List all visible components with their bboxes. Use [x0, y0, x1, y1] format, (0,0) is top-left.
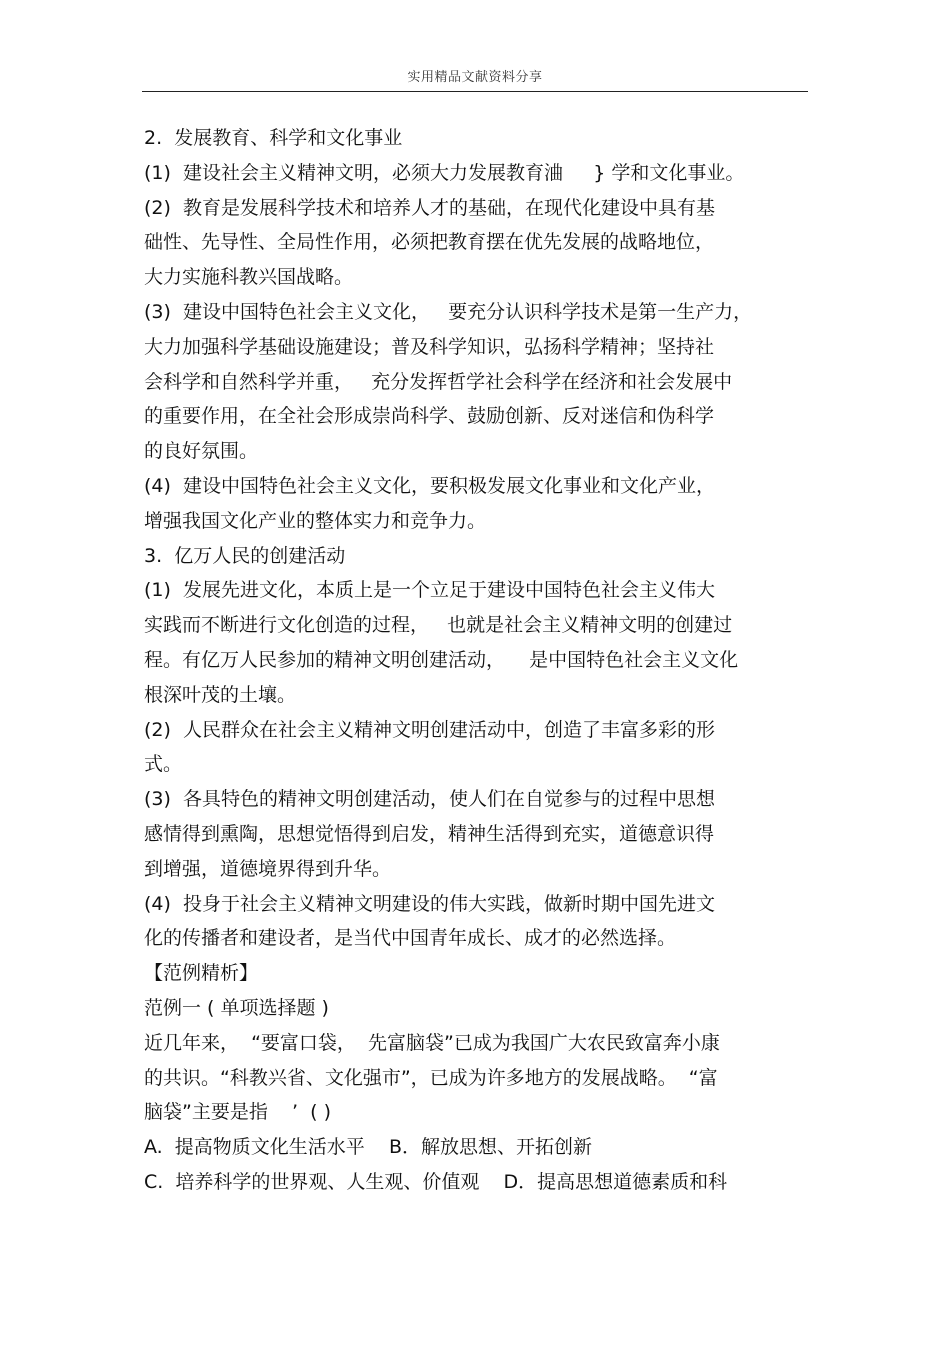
text-line: 的良好氛围。 [144, 440, 259, 463]
text-line: 的重要作用，在全社会形成崇尚科学、鼓励创新、反对迷信和伪科学 [144, 405, 715, 428]
text-line: 式。 [144, 753, 183, 776]
text-line: 大力实施科教兴国战略。 [144, 266, 354, 289]
example-heading: 范例一 ( 单项选择题 ) [144, 996, 329, 1019]
text-line: 大力加强科学基础设施建设；普及科学知识，弘扬科学精神；坚持社 [144, 335, 715, 358]
question-text: 的共识。“科教兴省、文化强市”，已成为许多地方的发展战略。 “富 [144, 1066, 718, 1089]
text-line: 程。有亿万人民参加的精神文明创建活动， 是中国特色社会主义文化 [144, 648, 739, 671]
text-line: (1) 建设社会主义精神文明，必须大力发展教育浀 } 学和文化事业。 [144, 161, 745, 184]
answer-options: C. 培养科学的世界观、人生观、价值观 D．提高思想道德素质和科 [144, 1170, 728, 1193]
text-line: (3) 各具特色的精神文明创建活动，使人们在自觉参与的过程中思想 [144, 788, 715, 811]
section-heading: 2. 发展教育、科学和文化事业 [144, 127, 403, 149]
header-divider [142, 91, 808, 92]
question-text: 近几年来， “要富口袋， 先富脑袋”已成为我国广大农民致富奔小康 [144, 1031, 720, 1054]
section-heading: 【范例精析】 [144, 962, 259, 985]
answer-options: A. 提高物质文化生活水平 B．解放思想、开拓创新 [144, 1136, 592, 1159]
section-heading: 3. 亿万人民的创建活动 [144, 544, 346, 567]
text-line: 到增强，道德境界得到升华。 [144, 857, 392, 880]
text-line: 础性、先导性、全局性作用，必须把教育摆在优先发展的战略地位， [144, 231, 715, 254]
text-line: 会科学和自然科学并重， 充分发挥哲学社会科学在经济和社会发展中 [144, 370, 733, 393]
text-line: 感情得到熏陶，思想觉悟得到启发，精神生活得到充实，道德意识得 [144, 822, 715, 845]
document-body [144, 121, 816, 1200]
page-header: 实用精品文献资料分享 [407, 70, 543, 85]
text-line: (1) 发展先进文化，本质上是一个立足于建设中国特色社会主义伟大 [144, 579, 715, 602]
text-line: 根深叶茂的土壤。 [144, 683, 297, 706]
text-line: (4) 投身于社会主义精神文明建设的伟大实践，做新时期中国先进文 [144, 892, 715, 915]
text-line: 化的传播者和建设者，是当代中国青年成长、成才的必然选择。 [144, 927, 677, 950]
text-line: (2) 教育是发展科学技术和培养人才的基础，在现代化建设中具有基 [144, 196, 715, 219]
text-line: (3) 建设中国特色社会主义文化， 要充分认识科学技术是第一生产力， [144, 300, 753, 323]
text-line: 增强我国文化产业的整体实力和竞争力。 [144, 509, 487, 532]
text-line: 实践而不断进行文化创造的过程， 也就是社会主义精神文明的创建过 [144, 614, 733, 637]
text-line: (4) 建设中国特色社会主义文化，要积极发展文化事业和文化产业， [144, 474, 715, 497]
question-text: 脑袋”主要是指 ’ ( ) [144, 1101, 331, 1124]
text-line: (2) 人民群众在社会主义精神文明创建活动中，创造了丰富多彩的形 [144, 718, 715, 741]
